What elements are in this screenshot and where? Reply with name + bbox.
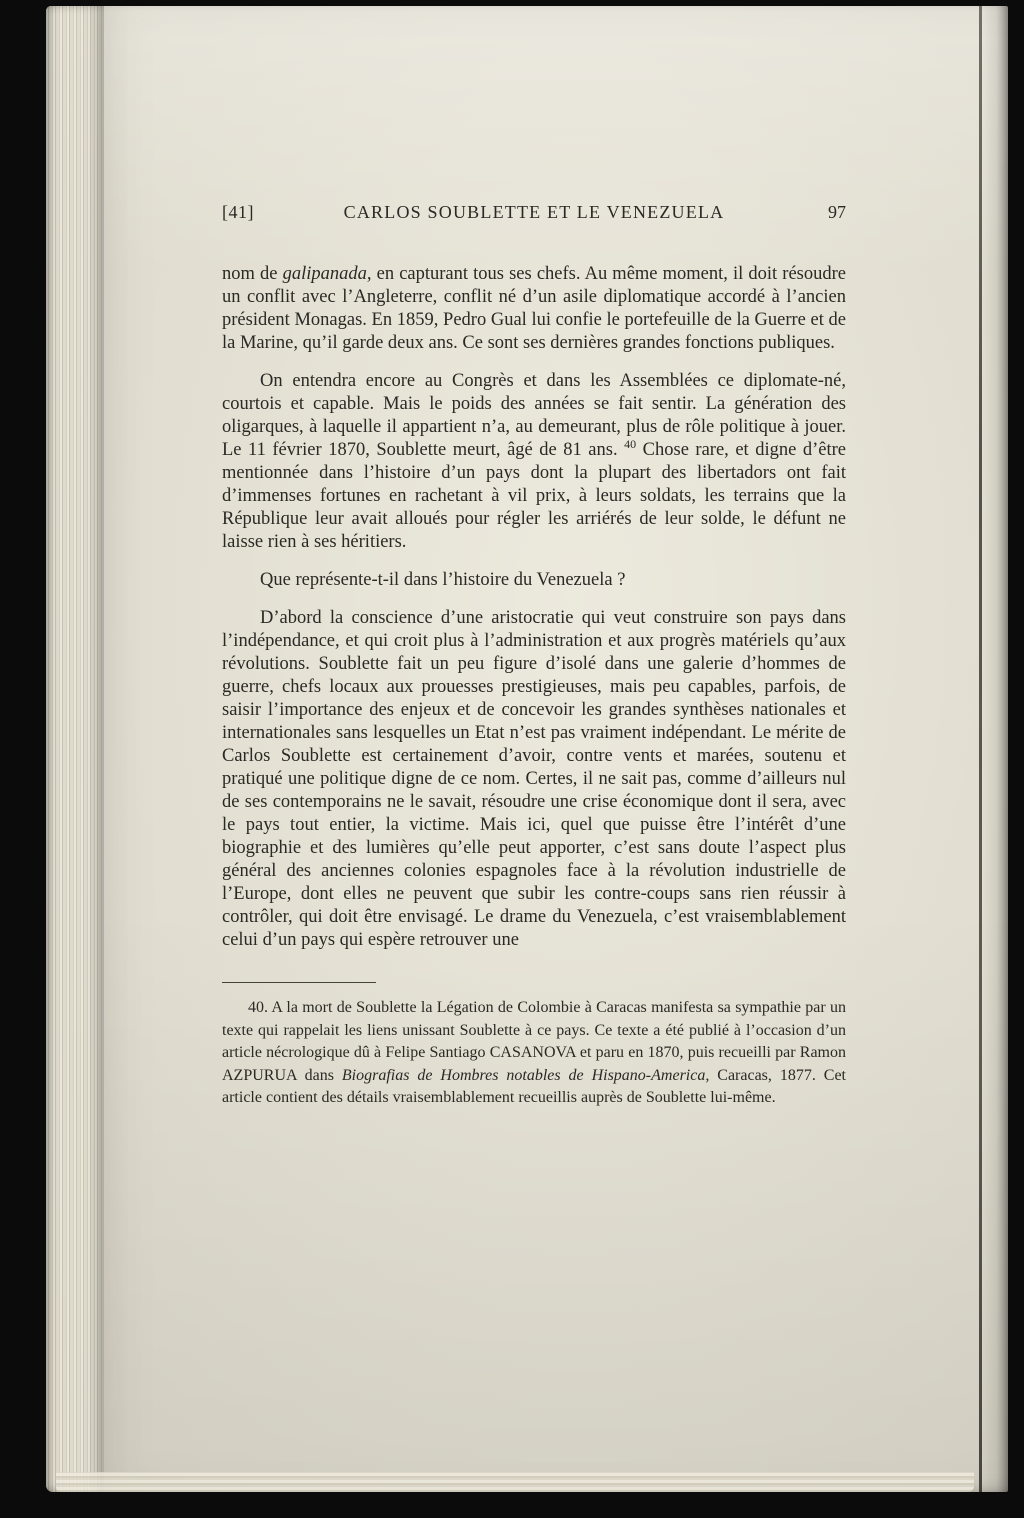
page-header bbox=[222, 202, 846, 223]
page-number: 97 bbox=[828, 202, 846, 222]
body-paragraph: On entendra encore au Congrès et dans les Assemblées ce diplomate-né, courtois et capable. Mais le poids des années se fait sentir. La génération des oligarques, à laquelle il appartient n’a, au demeurant, plus de rôle politique à jouer. Le 11 février 1870, Soublette meurt, âgé de 81 ans. $^{40}$ Chose rare, et digne d’être mentionnée dans l’histoire d’un pays dont la plupart des libertadors ont fait d’immenses fortunes en rachetant à vil prix, à leurs soldats, les terrains que la République leur avait alloués pour régler les arriérés de leur solde, le défunt ne laisse rien à ses héritiers. bbox=[222, 371, 846, 552]
book-left-page-edges bbox=[46, 6, 104, 1492]
footnote-rule bbox=[222, 982, 376, 983]
section-number: [41] bbox=[222, 202, 254, 222]
running-title: CARLOS SOUBLETTE ET LE VENEZUELA bbox=[343, 202, 725, 222]
body-paragraph: Que représente-t-il dans l’histoire du Venezuela ? bbox=[260, 570, 626, 590]
book-page bbox=[46, 6, 1008, 1492]
book-bottom-page-edges bbox=[56, 1472, 974, 1492]
body-paragraph: D’abord la conscience d’une aristocratie qui veut construire son pays dans l’indépendance, et qui croit plus à l’administration et aux progrès matériels qu’aux révolutions. Soublette fait un peu figure d’isolé dans une galerie d’hommes de guerre, chefs locaux aux prouesses prestigieuses, mais peu capables, parfois, de saisir l’importance des enjeux et de concevoir les grandes synthèses nationales et internationales sans lesquelles un Etat n’est pas vraiment indépendant. Le mérite de Carlos Soublette est certainement d’avoir, contre vents et marées, soutenu et pratiqué une politique digne de ce nom. Certes, il ne sait pas, comme d’ailleurs nul de ses contemporains ne le savait, résoudre une crise économique dont il sera, avec le pays tout entier, la victime. Mais ici, quel que puisse être l’intérêt d’une biographie et des lumières qu’elle peut apporter, c’est sans doute l’aspect plus général des anciennes colonies espagnoles face à la révolution industrielle de l’Europe, dont elles ne peuvent que subir les contre-coups sans rien réussir à contrôler, qui doit être envisagé. Le drame du Venezuela, c’est vraisemblablement celui d’un pays qui espère retrouver une bbox=[222, 608, 846, 950]
page-right-edge-shadow bbox=[982, 6, 1008, 1492]
footnote-paragraph: 40. A la mort de Soublette la Légation de Colombie à Caracas manifesta sa sympathie par un texte qui rappelait les liens unissant Soublette à ce pays. Ce texte a été publié à l’occasion d’un article nécrologique dû à Felipe Santiago CASANOVA et paru en 1870, puis recueilli par Ramon AZPURUA dans Biografias de Hombres notables de Hispano-America, Caracas, 1877. Cet article contient des détails vraisemblablement recueillis auprès de Soublette lui-même. bbox=[222, 999, 846, 1106]
body-paragraph: nom de galipanada, en capturant tous ses chefs. Au même moment, il doit résoudre un conflit avec l’Angleterre, conflit né d’un asile diplomatique accordé à l’ancien président Monagas. En 1859, Pedro Gual lui confie le portefeuille de la Guerre et de la Marine, qu’il garde deux ans. Ce sont ses dernières grandes fonctions publiques. bbox=[222, 264, 846, 353]
page-content bbox=[222, 202, 846, 1110]
